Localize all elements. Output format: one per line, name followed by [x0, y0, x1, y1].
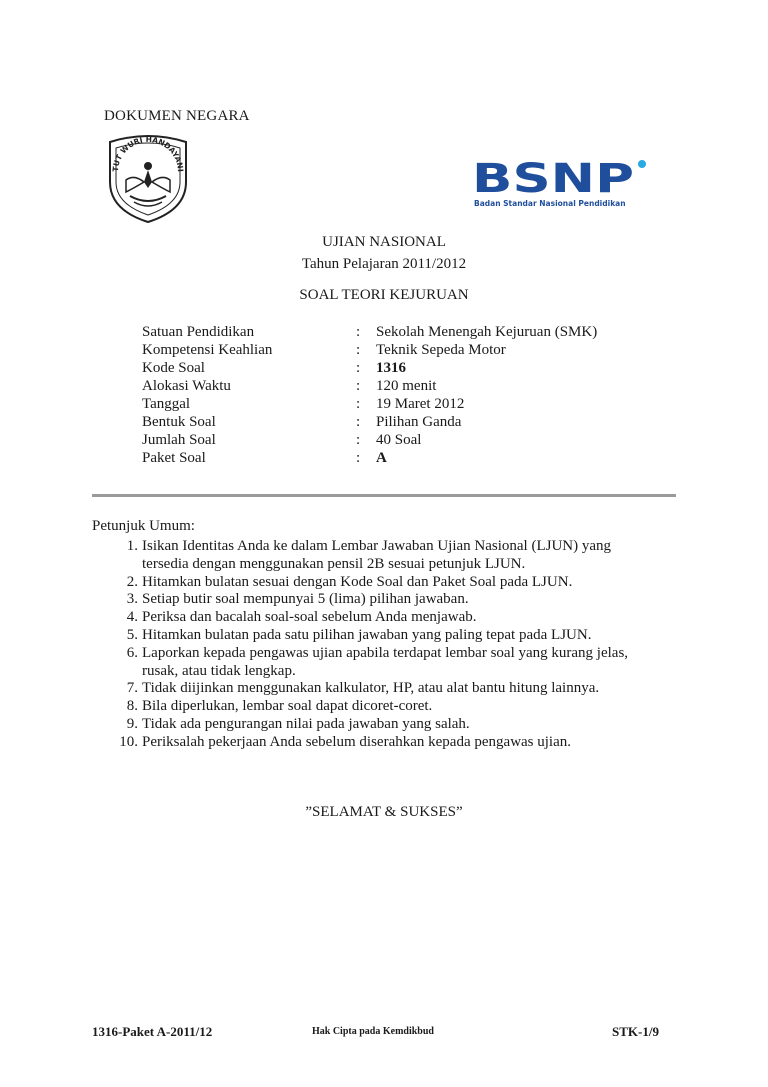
info-label: Alokasi Waktu: [142, 378, 231, 394]
bsnp-subtitle: Badan Standar Nasional Pendidikan: [474, 199, 626, 208]
item-number: 3.: [126, 591, 138, 608]
item-text: Isikan Identitas Anda ke dalam Lembar Jawaban Ujian Nasional (LJUN) yang: [142, 538, 612, 554]
info-value: 19 Maret 2012: [376, 396, 465, 412]
info-value: 1316: [376, 360, 406, 376]
info-row: Bentuk Soal : Pilihan Ganda: [142, 414, 462, 430]
horizontal-divider: [92, 494, 676, 497]
footer-copyright: Hak Cipta pada Kemdikbud: [312, 1026, 434, 1037]
item-number: 7.: [126, 680, 138, 697]
subject-title: SOAL TEORI KEJURUAN: [299, 287, 469, 303]
info-label: Satuan Pendidikan: [142, 324, 255, 340]
exam-title: UJIAN NASIONAL: [322, 234, 446, 250]
item-text: Setiap butir soal mempunyai 5 (lima) pilihan jawaban.: [142, 591, 469, 608]
info-row: Kode Soal : 1316: [142, 360, 406, 376]
info-label: Tanggal: [142, 396, 191, 412]
document-classification: DOKUMEN NEGARA: [104, 108, 250, 124]
item-number: 8.: [126, 698, 138, 715]
info-row: Kompetensi Keahlian : Teknik Sepeda Motor: [142, 342, 506, 358]
bsnp-wordmark: BSNP: [472, 156, 634, 202]
item-number: 2.: [126, 573, 138, 590]
list-item: [112, 627, 672, 645]
info-row: Jumlah Soal : 40 Soal: [142, 432, 422, 448]
item-text: Hitamkan bulatan pada satu pilihan jawaban yang paling tepat pada LJUN.: [142, 626, 592, 643]
bsnp-logo: [472, 156, 648, 210]
info-label: Paket Soal: [142, 450, 206, 466]
list-item: [112, 591, 672, 609]
item-number: 5.: [126, 626, 138, 643]
info-label: Bentuk Soal: [142, 414, 216, 430]
item-number: 6.: [126, 644, 138, 661]
list-item: [112, 538, 672, 574]
info-row: Satuan Pendidikan : Sekolah Menengah Kejuruan (SMK): [142, 324, 598, 340]
item-text: rusak, atau tidak lengkap.: [142, 662, 296, 679]
item-text: Bila diperlukan, lembar soal dapat dicoret-coret.: [142, 698, 433, 715]
item-text: Tidak diijinkan menggunakan kalkulator, HP, atau alat bantu hitung lainnya.: [142, 680, 600, 697]
item-number: 4.: [126, 609, 138, 626]
footer-code: 1316-Paket A-2011/12: [92, 1024, 213, 1039]
list-item: [112, 645, 672, 681]
item-text: tersedia dengan menggunakan pensil 2B sesuai petunjuk LJUN.: [142, 555, 526, 572]
closing-message: ”SELAMAT & SUKSES”: [305, 804, 463, 820]
info-value: A: [376, 450, 387, 466]
info-row: Alokasi Waktu : 120 menit: [142, 378, 437, 394]
exam-info-table: [142, 323, 662, 467]
item-text: Periksalah pekerjaan Anda sebelum diserahkan kepada pengawas ujian.: [142, 733, 572, 750]
info-value: Sekolah Menengah Kejuruan (SMK): [376, 324, 598, 340]
list-item: [112, 609, 672, 627]
info-value: 40 Soal: [376, 432, 422, 448]
list-item: [112, 716, 672, 734]
info-label: Jumlah Soal: [142, 432, 216, 448]
item-number: 1.: [126, 538, 138, 554]
info-value: Teknik Sepeda Motor: [376, 342, 506, 358]
info-value: Pilihan Ganda: [376, 414, 462, 430]
tut-wuri-handayani-logo: [104, 132, 192, 224]
info-label: Kompetensi Keahlian: [142, 342, 273, 358]
item-number: 9.: [126, 715, 138, 732]
list-item: [112, 574, 672, 592]
item-text: Laporkan kepada pengawas ujian apabila terdapat lembar soal yang kurang jelas,: [142, 644, 629, 661]
item-text: Hitamkan bulatan sesuai dengan Kode Soal dan Paket Soal pada LJUN.: [142, 573, 573, 590]
info-row: Tanggal : 19 Maret 2012: [142, 396, 465, 412]
info-label: Kode Soal: [142, 360, 205, 376]
exam-year: Tahun Pelajaran 2011/2012: [301, 256, 467, 272]
list-item: [112, 734, 672, 752]
info-value: 120 menit: [376, 378, 437, 394]
item-text: Tidak ada pengurangan nilai pada jawaban yang salah.: [142, 715, 470, 732]
instructions-heading: Petunjuk Umum:: [92, 518, 195, 534]
list-item: [112, 680, 672, 698]
item-text: Periksa dan bacalah soal-soal sebelum Anda menjawab.: [142, 609, 477, 626]
list-item: [112, 698, 672, 716]
logo-motto: TUT WURI HANDAYANI: [110, 134, 186, 173]
instructions-list: [112, 538, 672, 752]
footer-page: STK-1/9: [612, 1024, 659, 1039]
item-number: 10.: [119, 733, 138, 750]
info-row: Paket Soal : A: [142, 450, 387, 466]
